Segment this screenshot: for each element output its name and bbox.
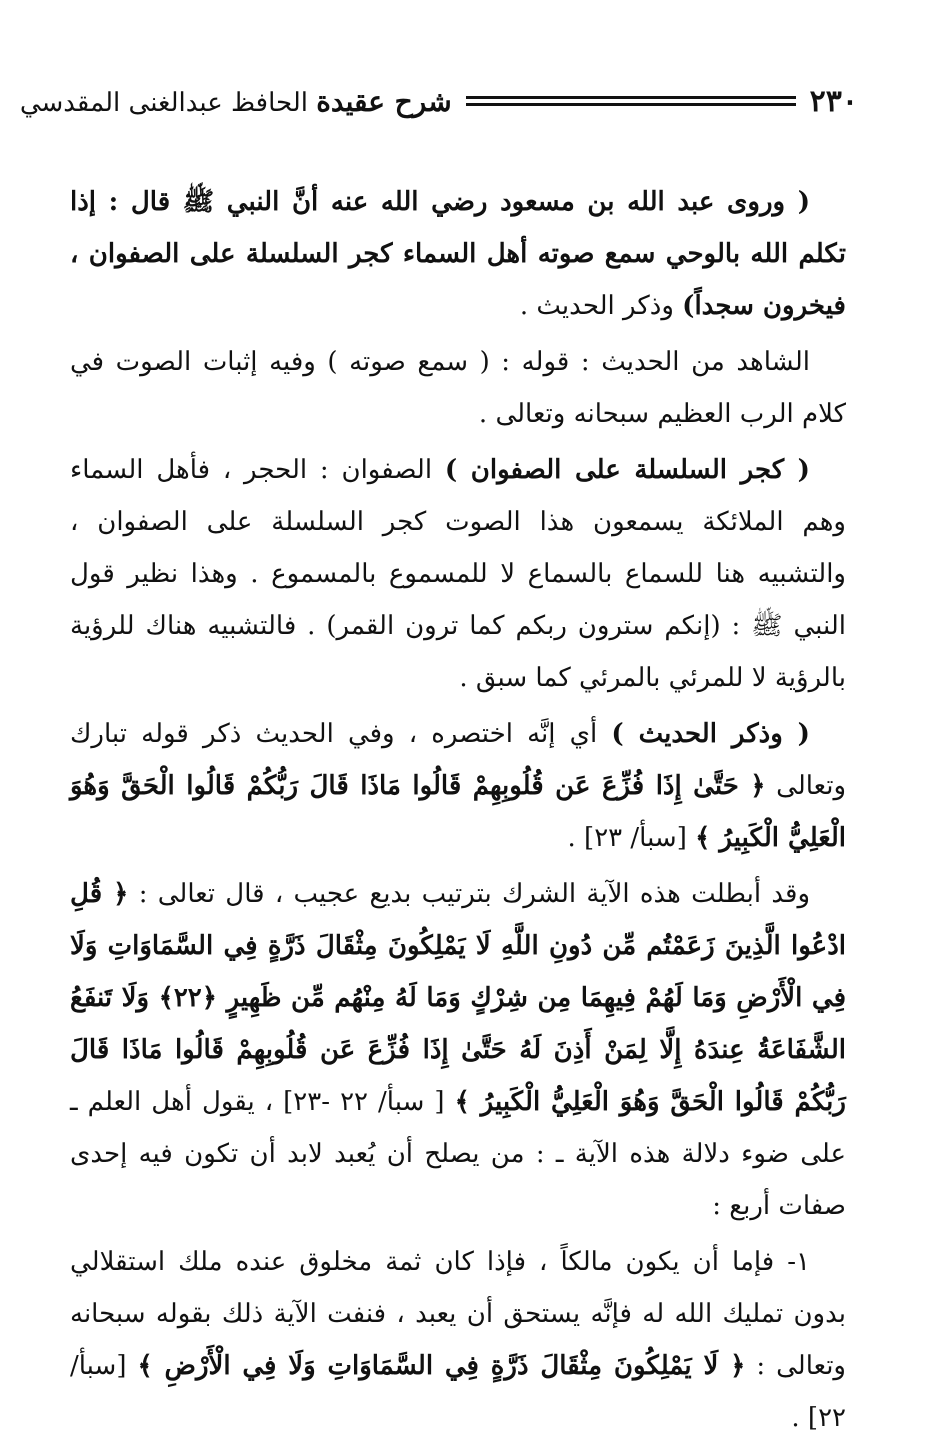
quran-verse: ﴿ لَا يَمْلِكُونَ مِثْقَالَ ذَرَّةٍ فِي السَّمَاوَاتِ وَلَا فِي الْأَرْضِ ﴾ [137, 1351, 746, 1381]
book-title [20, 85, 452, 118]
book-title-rest: الحافظ عبدالغنى المقدسي [19, 87, 317, 118]
paragraph-shirk [70, 868, 846, 1232]
point-one-text: ١- فإما أن يكون مالكاً ، فإذا كان ثمة مخلوق عنده ملك استقلالي بدون تمليك الله له فإنَّه يستحق أن يعبد ، فنفت الآية ذلك بقوله سبحانه وتعالى : [70, 1247, 846, 1381]
paragraph-evidence: الشاهد من الحديث : قوله : ( سمع صوته ) وفيه إثبات الصوت في كلام الرب العظيم سبحانه وتعالى . [70, 347, 846, 429]
chain-explanation: الصفوان : الحجر ، فأهل السماء وهم الملائكة يسمعون هذا الصوت كجر السلسلة على الصفوان ، والتشبيه هنا للسماع بالسماع لا للمسموع بالمسموع . وهذا نظير قول النبي ﷺ : (إنكم سترون ربكم كما ترون القمر) . فالتشبيه هناك للرؤية بالرؤية لا للمرئي بالمرئي كما سبق . [70, 455, 846, 693]
page-number: ٢٣٠ [809, 83, 858, 119]
chain-heading: ( كجر السلسلة على الصفوان ) [444, 455, 810, 485]
quran-verse: ﴿ قُلِ ادْعُوا الَّذِينَ زَعَمْتُم مِّن دُونِ اللَّهِ لَا يَمْلِكُونَ مِثْقَالَ ذَرَّةٍ فِي السَّمَاوَاتِ وَلَا فِي الْأَرْضِ وَمَا لَهُمْ فِيهِمَا مِن شِرْكٍ وَمَا لَهُ مِنْهُم مِّن ظَهِيرٍ ﴿٢٢﴾ وَلَا تَنفَعُ الشَّفَاعَةُ عِندَهُ إِلَّا لِمَنْ أَذِنَ لَهُ حَتَّىٰ إِذَا فُزِّعَ عَن قُلُوبِهِمْ قَالُوا مَاذَا قَالَ رَبُّكُمْ قَالُوا الْحَقَّ وَهُوَ الْعَلِيُّ الْكَبِيرُ ﴾ [70, 879, 847, 1117]
book-title-bold: شرح عقيدة [316, 84, 452, 118]
shirk-explanation: [ سبأ/ ٢٢ -٢٣] ، يقول أهل العلم ـ على ضوء دلالة هذه الآية ـ : من يصلح أن يُعبد لابد أن تكون فيه إحدى صفات أربع : [70, 1087, 846, 1221]
paragraph-mention-hadith [70, 708, 846, 864]
page-body [70, 176, 846, 1448]
quran-verse: ﴿ حَتَّىٰ إِذَا فُزِّعَ عَن قُلُوبِهِمْ قَالُوا مَاذَا قَالَ رَبُّكُمْ قَالُوا الْحَقَّ وَهُوَ الْعَلِيُّ الْكَبِيرُ ﴾ [70, 771, 846, 853]
header-rule [466, 96, 796, 106]
paragraph-point-one [70, 1236, 846, 1444]
mention-heading: ( وذكر الحديث ) [611, 719, 810, 749]
verse-reference: [سبأ/ ٢٢] . [70, 1351, 846, 1433]
hadith-text: ( وروى عبد الله بن مسعود رضي الله عنه أنَّ النبي ﷺ قال : إذا تكلم الله بالوحي سمع صوته أهل السماء كجر السلسلة على الصفوان ، فيخرون سجداً) [70, 187, 846, 321]
shirk-intro: وقد أبطلت هذه الآية الشرك بترتيب بديع عجيب ، قال تعالى : [128, 879, 810, 909]
mention-text: أي إنَّه اختصره ، وفي الحديث ذكر قوله تبارك وتعالى [70, 719, 847, 801]
paragraph-hadith [70, 176, 846, 332]
running-header [19, 76, 858, 126]
hadith-note: وذكر الحديث . [519, 291, 683, 321]
verse-reference: [سبأ/ ٢٣] . [567, 823, 696, 853]
paragraph-chain [70, 444, 846, 704]
